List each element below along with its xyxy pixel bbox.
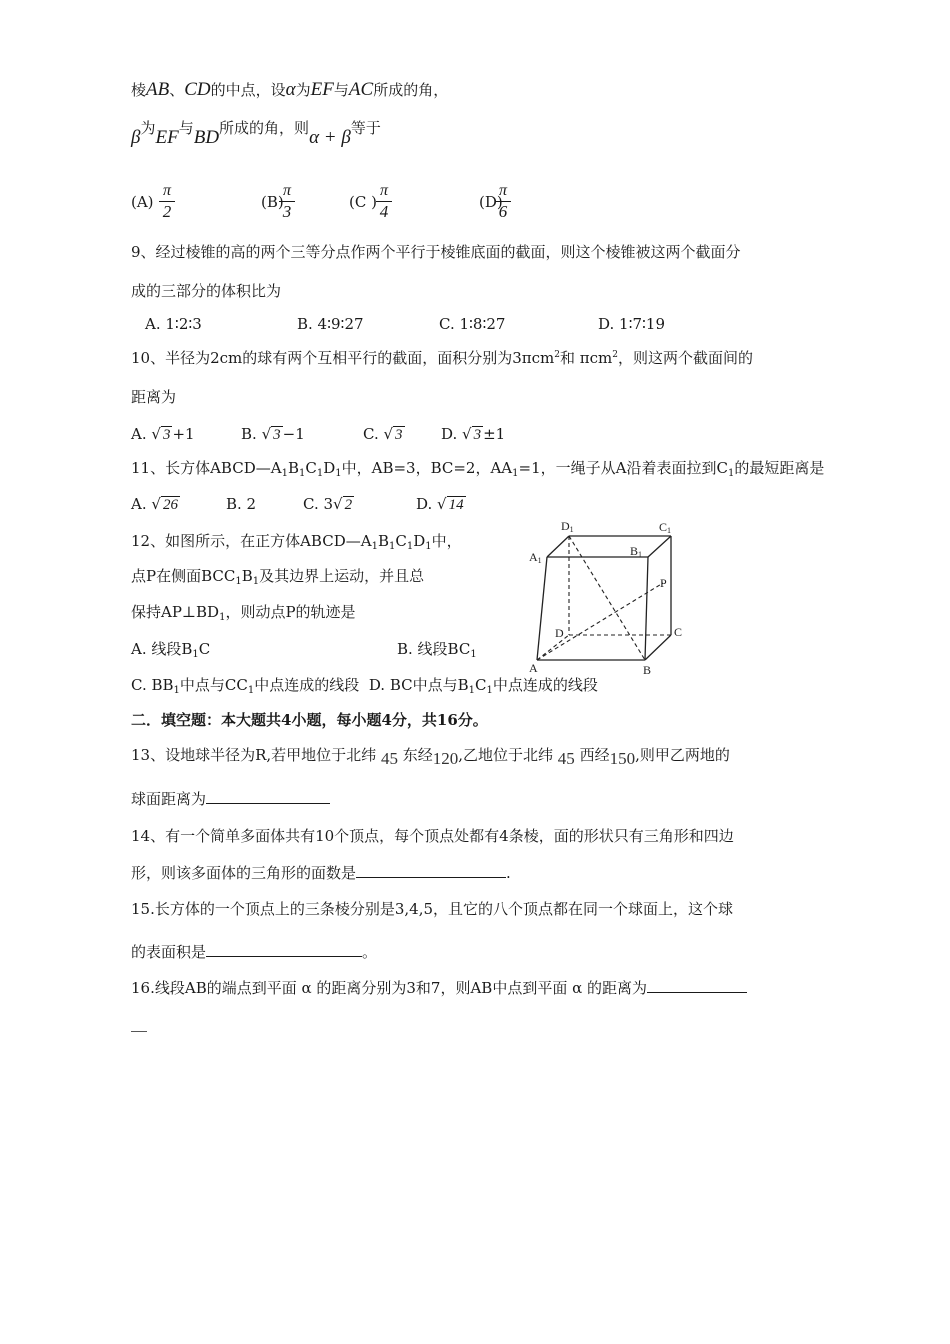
q14-line1: 14、有一个简单多面体共有10个顶点，每个顶点处都有4条棱，面的形状只有三角形和四边 xyxy=(131,827,734,845)
q11-option-b: B. 2 xyxy=(226,495,257,513)
label-a1: A1 xyxy=(529,550,542,565)
text: 、 xyxy=(169,81,185,99)
q15-line1: 15.长方体的一个顶点上的三条棱分别是3,4,5，且它的八个顶点都在同一个球面上，这个球 xyxy=(131,900,734,918)
option-label: (D) xyxy=(479,193,503,211)
text: ，则这两个截面间的 xyxy=(618,349,754,367)
math-alpha: α xyxy=(285,79,296,100)
q12-option-c: C. $BB_1$中点与$CC_1$中点连成的线段 xyxy=(131,676,360,696)
section-2-title: 二．填空题：本大题共4小题，每小题4分，共16分。 xyxy=(131,711,488,729)
q11-line1: 11、长方体$ABCD—A_1B_1C_1D_1$中，AB=3，BC=2，$AA_1=1$，一绳子从A沿着表面拉到$C_1$的最短距离是 xyxy=(131,459,825,479)
text: 等于 xyxy=(350,119,381,137)
q12-option-b: B. 线段$BC_1$ xyxy=(397,640,477,660)
q9-option-a: A. 1∶2∶3 xyxy=(145,315,202,333)
q10-option-c: C. √ 3 xyxy=(363,425,403,443)
q8-option-a-fraction: π 2 xyxy=(159,182,175,221)
math-ef: EF xyxy=(310,79,334,100)
answer-blank[interactable] xyxy=(356,877,438,878)
q8-option-c xyxy=(349,192,377,212)
math-cd: CD xyxy=(184,79,211,100)
text: 与 xyxy=(178,119,194,137)
option-label: (C ) xyxy=(349,193,377,211)
q12-option-a: A. 线段$B_1C$ xyxy=(131,640,211,660)
option-label: (A) xyxy=(131,193,154,211)
q9-options xyxy=(131,314,731,334)
math-ac: AC xyxy=(348,79,374,100)
edge-b1-b xyxy=(645,557,648,660)
text: 为 xyxy=(295,81,311,99)
q9-option-d: D. 1∶7∶19 xyxy=(598,315,666,333)
text: 与 xyxy=(333,81,349,99)
segment-a-p xyxy=(537,583,663,660)
q8-option-b-fraction: π 3 xyxy=(279,182,295,221)
q8-line2 xyxy=(131,118,381,148)
edge-b1-c1 xyxy=(648,536,671,557)
q9-option-c: C. 1∶8∶27 xyxy=(439,315,506,333)
q12-line2: 点P在侧面$BCC_1B_1$及其边界上运动，并且总 xyxy=(131,567,425,587)
answer-blank[interactable] xyxy=(206,956,362,957)
edge-a1-a xyxy=(537,557,547,660)
text: 所成的角，则 xyxy=(219,119,310,137)
q8-option-a xyxy=(131,192,154,212)
q11-option-c: C. 3√ 2 xyxy=(303,495,353,513)
q10-options xyxy=(131,424,731,446)
label-b1: B1 xyxy=(630,544,643,559)
q12-options-ab xyxy=(131,639,531,659)
math-ef: EF xyxy=(155,127,179,148)
label-p: P xyxy=(660,576,667,590)
q8-line1 xyxy=(131,80,448,100)
answer-blank-ext[interactable] xyxy=(438,877,506,878)
q14-line2: 形，则该多面体的三角形的面数是 . xyxy=(131,864,511,882)
option-label: (B) xyxy=(261,193,284,211)
q13-line2: 球面距离为 xyxy=(131,789,330,809)
text: 和 πcm xyxy=(560,349,613,367)
label-d1: D1 xyxy=(561,519,574,534)
q10-line2: 距离为 xyxy=(131,388,177,406)
text: 为 xyxy=(140,119,156,137)
q8-option-c-fraction: π 4 xyxy=(376,182,392,221)
math-alpha-plus-beta: α + β xyxy=(309,127,351,148)
edge-a1-d1 xyxy=(547,536,569,557)
answer-blank[interactable] xyxy=(206,803,330,804)
q10-option-b: B. √ 3 −1 xyxy=(241,425,305,443)
math-bd: BD xyxy=(193,127,220,148)
text: 所成的角， xyxy=(373,81,449,99)
q11-option-d: D. √ 14 xyxy=(416,495,464,513)
q11-option-a: A. √ 26 xyxy=(131,495,178,513)
label-c: C xyxy=(674,625,683,639)
superscript: 2 xyxy=(612,350,619,360)
answer-blank[interactable] xyxy=(647,992,713,993)
label-a: A xyxy=(529,661,538,675)
q10-line1 xyxy=(131,345,753,368)
answer-blank-continuation[interactable] xyxy=(131,1031,147,1032)
q8-options xyxy=(131,182,631,228)
q12-option-d: D. BC中点与$B_1C_1$中点连成的线段 xyxy=(368,676,598,696)
text: 10、半径为2cm的球有两个互相平行的截面，面积分别为3πcm xyxy=(131,349,555,367)
superscript: 2 xyxy=(554,350,561,360)
label-d: D xyxy=(555,626,564,640)
math-ab: AB xyxy=(146,79,170,100)
label-b: B xyxy=(643,663,652,677)
q10-option-a: A. √ 3 +1 xyxy=(131,425,195,443)
q8-option-d-fraction: π 6 xyxy=(495,182,511,221)
q10-option-d: D. √ 3 ±1 xyxy=(441,425,506,443)
math-beta: β xyxy=(131,127,141,148)
q9-option-b: B. 4∶9∶27 xyxy=(297,315,364,333)
text: 棱 xyxy=(131,81,147,99)
q13-line1: 13、设地球半径为R,若甲地位于北纬 45 东经120,乙地位于北纬 45 西经150,则甲乙两地的 xyxy=(131,746,730,768)
answer-blank-ext[interactable] xyxy=(713,992,747,993)
q16-line1: 16.线段AB的端点到平面 α 的距离分别为3和7，则AB中点到平面 α 的距离为 xyxy=(131,978,747,998)
edge-b-c xyxy=(645,635,671,660)
q12-line3: 保持$AP\perp BD_1$，则动点P的轨迹是 xyxy=(131,603,356,623)
cube-figure xyxy=(525,515,695,680)
q9-line1: 9、经过棱锥的高的两个三等分点作两个平行于棱锥底面的截面，则这个棱锥被这两个截面分 xyxy=(131,243,741,261)
text: 的中点，设 xyxy=(210,81,286,99)
hidden-edge-a-d xyxy=(537,635,569,660)
q12-line1: 12、如图所示，在正方体$ABCD—A_1B_1C_1D_1$中， xyxy=(131,532,462,552)
label-c1: C1 xyxy=(659,520,672,535)
q11-options xyxy=(131,494,631,516)
q15-line2: 的表面积是 。 xyxy=(131,943,378,961)
q9-line2: 成的三部分的体积比为 xyxy=(131,282,282,300)
